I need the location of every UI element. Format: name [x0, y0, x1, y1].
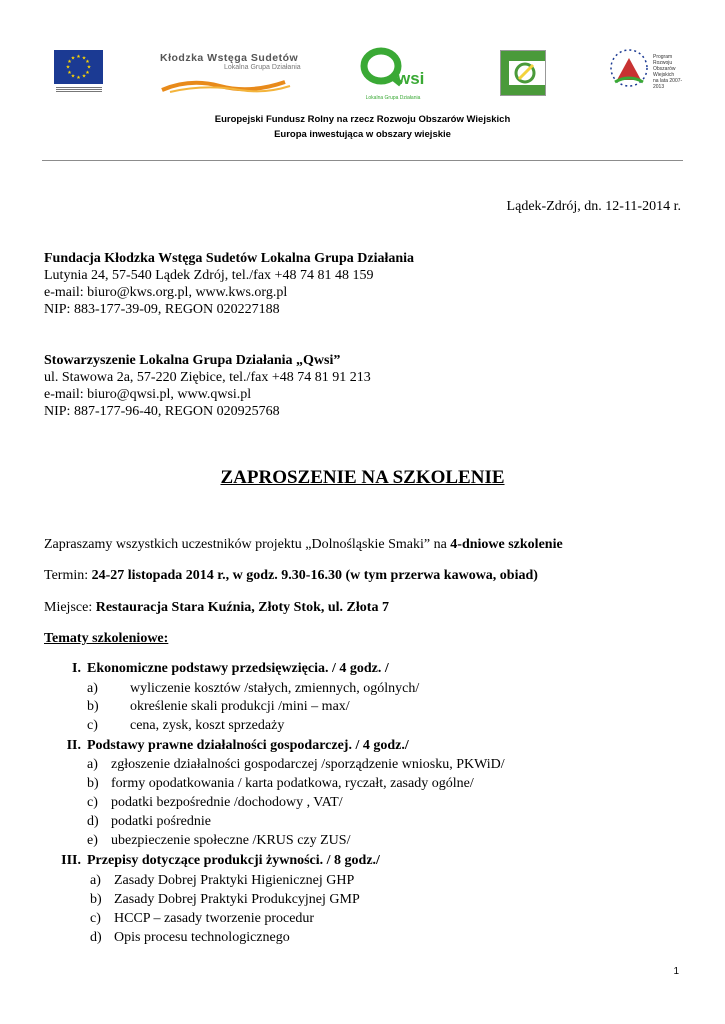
sender1-name: Fundacja Kłodzka Wstęga Sudetów Lokalna Grupa Działania	[44, 251, 415, 266]
list-item: a)	[90, 873, 101, 888]
leader-logo-icon	[500, 50, 546, 96]
topics-heading: Tematy szkoleniowe:	[44, 631, 169, 646]
list-item-text: Zasady Dobrej Praktyki Produkcyjnej GMP	[114, 892, 360, 907]
svg-text:wsi: wsi	[397, 69, 425, 88]
svg-text:★: ★	[67, 59, 72, 65]
date-line: Lądek-Zdrój, dn. 12-11-2014 r.	[506, 199, 681, 214]
section-2-title: II. Podstawy prawne działalności gospodarczej. / 4 godz./	[66, 738, 409, 753]
svg-text:★: ★	[85, 59, 90, 65]
kws-logo-icon: Kłodzka Wstęga Sudetów Lokalna Grupa Działania	[160, 52, 310, 94]
list-item-text: podatki pośrednie	[111, 814, 211, 829]
section-number: III.	[61, 853, 81, 868]
place-label: Miejsce:	[44, 600, 96, 615]
prow-logo-icon: Program Rozwoju Obszarów Wiejskich na lata 2007-2013	[607, 44, 687, 100]
svg-text:★: ★	[81, 55, 87, 62]
list-item-text: podatki bezpośrednie /dochodowy , VAT/	[111, 795, 343, 810]
list-item: d)	[90, 930, 102, 945]
list-item-text: ubezpieczenie społeczne /KRUS czy ZUS/	[111, 833, 351, 848]
svg-text:★: ★	[86, 64, 92, 71]
qwsi-logo-icon: wsi Lokalna Grupa Działania	[357, 46, 429, 102]
svg-text:★: ★	[81, 73, 87, 80]
sender2-address: ul. Stawowa 2a, 57-220 Ziębice, tel./fax +48 74 81 91 213	[44, 370, 371, 385]
svg-text:★: ★	[70, 55, 76, 62]
svg-text:★: ★	[85, 70, 90, 76]
place-line	[44, 599, 389, 616]
svg-text:★: ★	[76, 75, 81, 81]
sender1-nip: NIP: 883-177-39-09, REGON 020227188	[44, 302, 280, 317]
list-item-text: formy opodatkowania / karta podatkowa, ryczałt, zasady ogólne/	[111, 776, 474, 791]
svg-text:★: ★	[67, 70, 72, 76]
list-item-text: Opis procesu technologicznego	[114, 930, 290, 945]
term-value: 24-27 listopada 2014 r., w godz. 9.30-16.30 (w tym przerwa kawowa, obiad)	[91, 568, 538, 583]
section-number: II.	[66, 738, 81, 753]
list-item-text: cena, zysk, koszt sprzedaży	[130, 718, 285, 733]
list-item: b)	[87, 699, 99, 714]
sender1-address: Lutynia 24, 57-540 Lądek Zdrój, tel./fax +48 74 81 48 159	[44, 268, 374, 283]
list-item: c)	[87, 718, 98, 733]
svg-text:★: ★	[76, 54, 81, 60]
list-item: a)	[87, 681, 98, 696]
list-item: c)	[90, 911, 101, 926]
intro-text: Zapraszamy wszystkich uczestników projektu „Dolnośląskie Smaki” na	[44, 537, 451, 552]
document-title: ZAPROSZENIE NA SZKOLENIE	[220, 467, 505, 488]
list-item: b)	[87, 776, 99, 791]
svg-text:★: ★	[65, 64, 71, 71]
sender2-nip: NIP: 887-177-96-40, REGON 020925768	[44, 404, 280, 419]
header-fund-line: Europejski Fundusz Rolny na rzecz Rozwoju Obszarów Wiejskich	[214, 114, 511, 125]
sender2-email: e-mail: biuro@qwsi.pl, www.qwsi.pl	[44, 387, 252, 402]
section-1-title: I. Ekonomiczne podstawy przedsięwzięcia. / 4 godz. /	[72, 661, 389, 676]
list-item-text: HCCP – zasady tworzenie procedur	[114, 911, 315, 926]
list-item-text: Zasady Dobrej Praktyki Higienicznej GHP	[114, 873, 355, 888]
sender1-email: e-mail: biuro@kws.org.pl, www.kws.org.pl	[44, 285, 288, 300]
section-3-title: III. Przepisy dotyczące produkcji żywności. / 8 godz./	[61, 853, 380, 868]
list-item: c)	[87, 795, 98, 810]
section-number: I.	[72, 661, 81, 676]
sender2-name: Stowarzyszenie Lokalna Grupa Działania „Qwsi”	[44, 353, 341, 368]
list-item: e)	[87, 833, 98, 848]
list-item: d)	[87, 814, 99, 829]
page-number: 1	[673, 966, 679, 977]
list-item-text: określenie skali produkcji /mini – max/	[130, 699, 350, 714]
place-value: Restauracja Stara Kuźnia, Złoty Stok, ul. Złota 7	[95, 600, 389, 615]
intro-paragraph	[44, 536, 563, 553]
eu-flag-icon	[54, 50, 103, 84]
svg-text:★: ★	[70, 73, 76, 80]
list-item: a)	[87, 757, 98, 772]
list-item-text: zgłoszenie działalności gospodarczej /sporządzenie wniosku, PKWiD/	[111, 757, 505, 772]
term-label: Termin:	[44, 568, 92, 583]
header-divider	[42, 160, 683, 161]
intro-bold: 4-dniowe szkolenie	[450, 537, 563, 552]
list-item: b)	[90, 892, 102, 907]
list-item-text: wyliczenie kosztów /stałych, zmiennych, ogólnych/	[130, 681, 420, 696]
header-europe-line: Europa inwestująca w obszary wiejskie	[274, 129, 451, 140]
term-line	[44, 567, 538, 584]
